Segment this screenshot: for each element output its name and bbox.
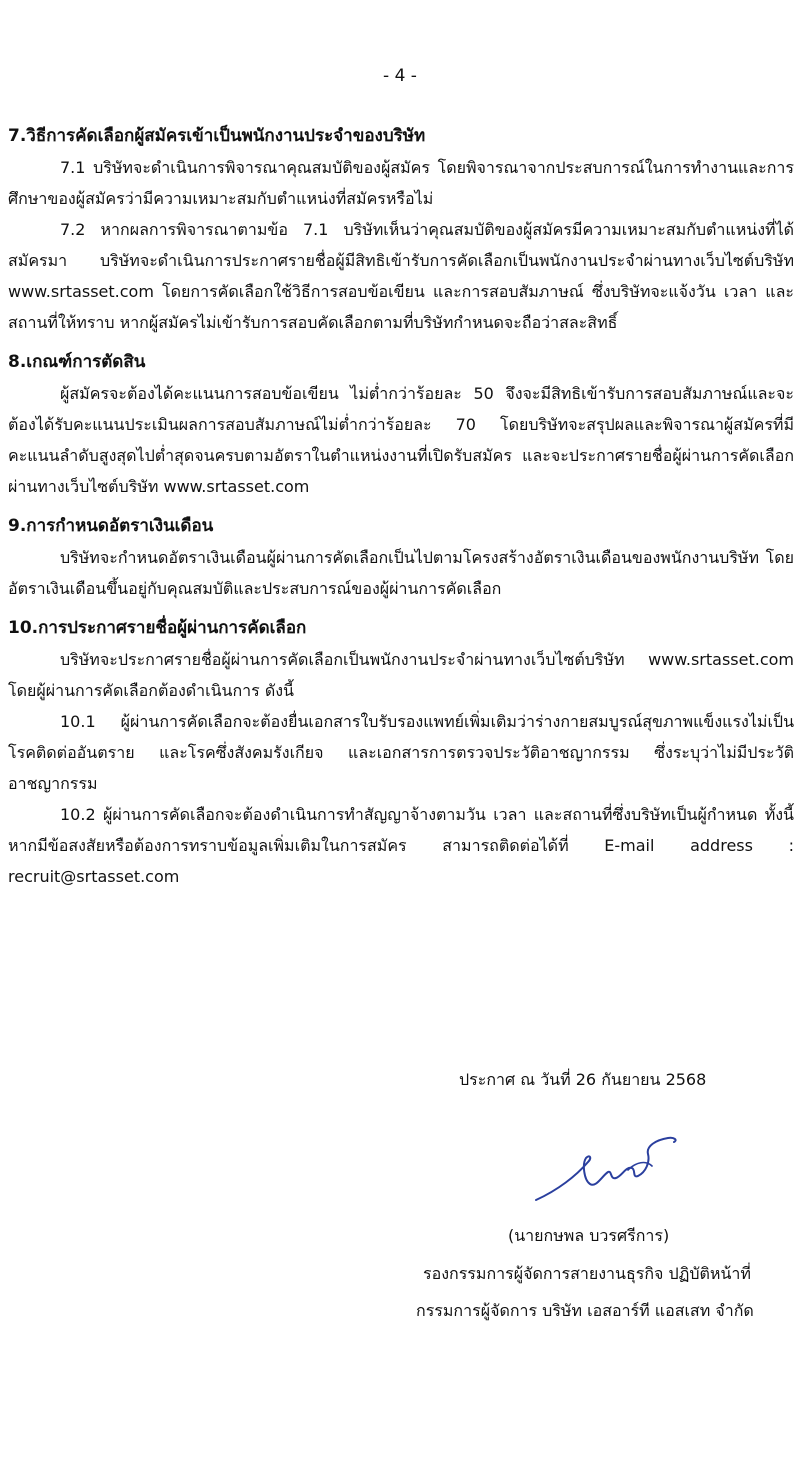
section-9 <box>8 510 794 604</box>
paragraph: 7.1 บริษัทจะดำเนินการพิจารณาคุณสมบัติของผู้สมัคร โดยพิจารณาจากประสบการณ์ในการทำงานและการศึกษาของผู้สมัครว่ามีความเหมาะสมกับตำแหน่งที่สมัครหรือไม่ <box>8 158 794 208</box>
paragraph: บริษัทจะกำหนดอัตราเงินเดือนผู้ผ่านการคัดเลือกเป็นไปตามโครงสร้างอัตราเงินเดือนของพนักงานบริษัท โดยอัตราเงินเดือนขึ้นอยู่กับคุณสมบัติและประสบการณ์ของผู้ผ่านการคัดเลือก <box>8 548 794 598</box>
section-heading: 8.เกณฑ์การตัดสิน <box>8 352 146 372</box>
page-number: - 4 - <box>383 66 417 86</box>
section-8 <box>8 346 794 502</box>
section-10 <box>8 612 794 892</box>
paragraph: 10.2 ผู้ผ่านการคัดเลือกจะต้องดำเนินการทำสัญญาจ้างตามวัน เวลา และสถานที่ซึ่งบริษัทเป็นผู้กำหนด ทั้งนี้ หากมีข้อสงสัยหรือต้องการทราบข้อมูลเพิ่มเติมในการสมัคร สามารถติดต่อได้ที่ E-mail address : recruit@srtasset.com <box>8 805 794 886</box>
section-7 <box>8 120 794 338</box>
signature-image <box>528 1132 688 1212</box>
paragraph: 10.1 ผู้ผ่านการคัดเลือกจะต้องยื่นเอกสารใบรับรองแพทย์เพิ่มเติมว่าร่างกายสมบูรณ์สุขภาพแข็งแรงไม่เป็นโรคติดต่ออันตราย และโรคซึ่งสังคมรังเกียจ และเอกสารการตรวจประวัติอาชญากรรม ซึ่งระบุว่าไม่มีประวัติอาชญากรรม <box>8 712 794 793</box>
section-heading: 9.การกำหนดอัตราเงินเดือน <box>8 516 214 536</box>
paragraph: ผู้สมัครจะต้องได้คะแนนการสอบข้อเขียน ไม่ต่ำกว่าร้อยละ 50 จึงจะมีสิทธิเข้ารับการสอบสัมภาษณ์และจะต้องได้รับคะแนนประเมินผลการสอบสัมภาษณ์ไม่ต่ำกว่าร้อยละ 70 โดยบริษัทจะสรุปผลและพิจารณาผู้สมัครที่มีคะแนนลำดับสูงสุดไปต่ำสุดจนครบตามอัตราในตำแหน่งงานที่เปิดรับสมัคร และจะประกาศรายชื่อผู้ผ่านการคัดเลือกผ่านทางเว็บไซต์บริษัท www.srtasset.com <box>8 384 794 496</box>
section-heading: 10.การประกาศรายชื่อผู้ผ่านการคัดเลือก <box>8 618 307 638</box>
signer-name: (นายกษพล บวรศรีการ) <box>508 1226 670 1245</box>
announcement-date: ประกาศ ณ วันที่ 26 กันยายน 2568 <box>459 1070 707 1089</box>
document-body <box>8 120 794 892</box>
section-heading: 7.วิธีการคัดเลือกผู้สมัครเข้าเป็นพนักงานประจำของบริษัท <box>8 126 426 146</box>
paragraph: บริษัทจะประกาศรายชื่อผู้ผ่านการคัดเลือกเป็นพนักงานประจำผ่านทางเว็บไซต์บริษัท www.srtasset.com โดยผู้ผ่านการคัดเลือกต้องดำเนินการ ดังนี้ <box>8 650 794 700</box>
paragraph: 7.2 หากผลการพิจารณาตามข้อ 7.1 บริษัทเห็นว่าคุณสมบัติของผู้สมัครมีความเหมาะสมกับตำแหน่งที่ได้สมัครมา บริษัทจะดำเนินการประกาศรายชื่อผู้มีสิทธิเข้ารับการคัดเลือกเป็นพนักงานประจำผ่านทางเว็บไซต์บริษัท www.srtasset.com โดยการคัดเลือกใช้วิธีการสอบข้อเขียน และการสอบสัมภาษณ์ ซึ่งบริษัทจะแจ้งวัน เวลา และสถานที่ให้ทราบ หากผู้สมัครไม่เข้ารับการสอบคัดเลือกตามที่บริษัทกำหนดจะถือว่าสละสิทธิ์ <box>8 220 794 332</box>
signer-title-line-2: กรรมการผู้จัดการ บริษัท เอสอาร์ที แอสเสท จำกัด <box>416 1301 754 1320</box>
signer-title-line-1: รองกรรมการผู้จัดการสายงานธุรกิจ ปฏิบัติหน้าที่ <box>423 1264 751 1283</box>
